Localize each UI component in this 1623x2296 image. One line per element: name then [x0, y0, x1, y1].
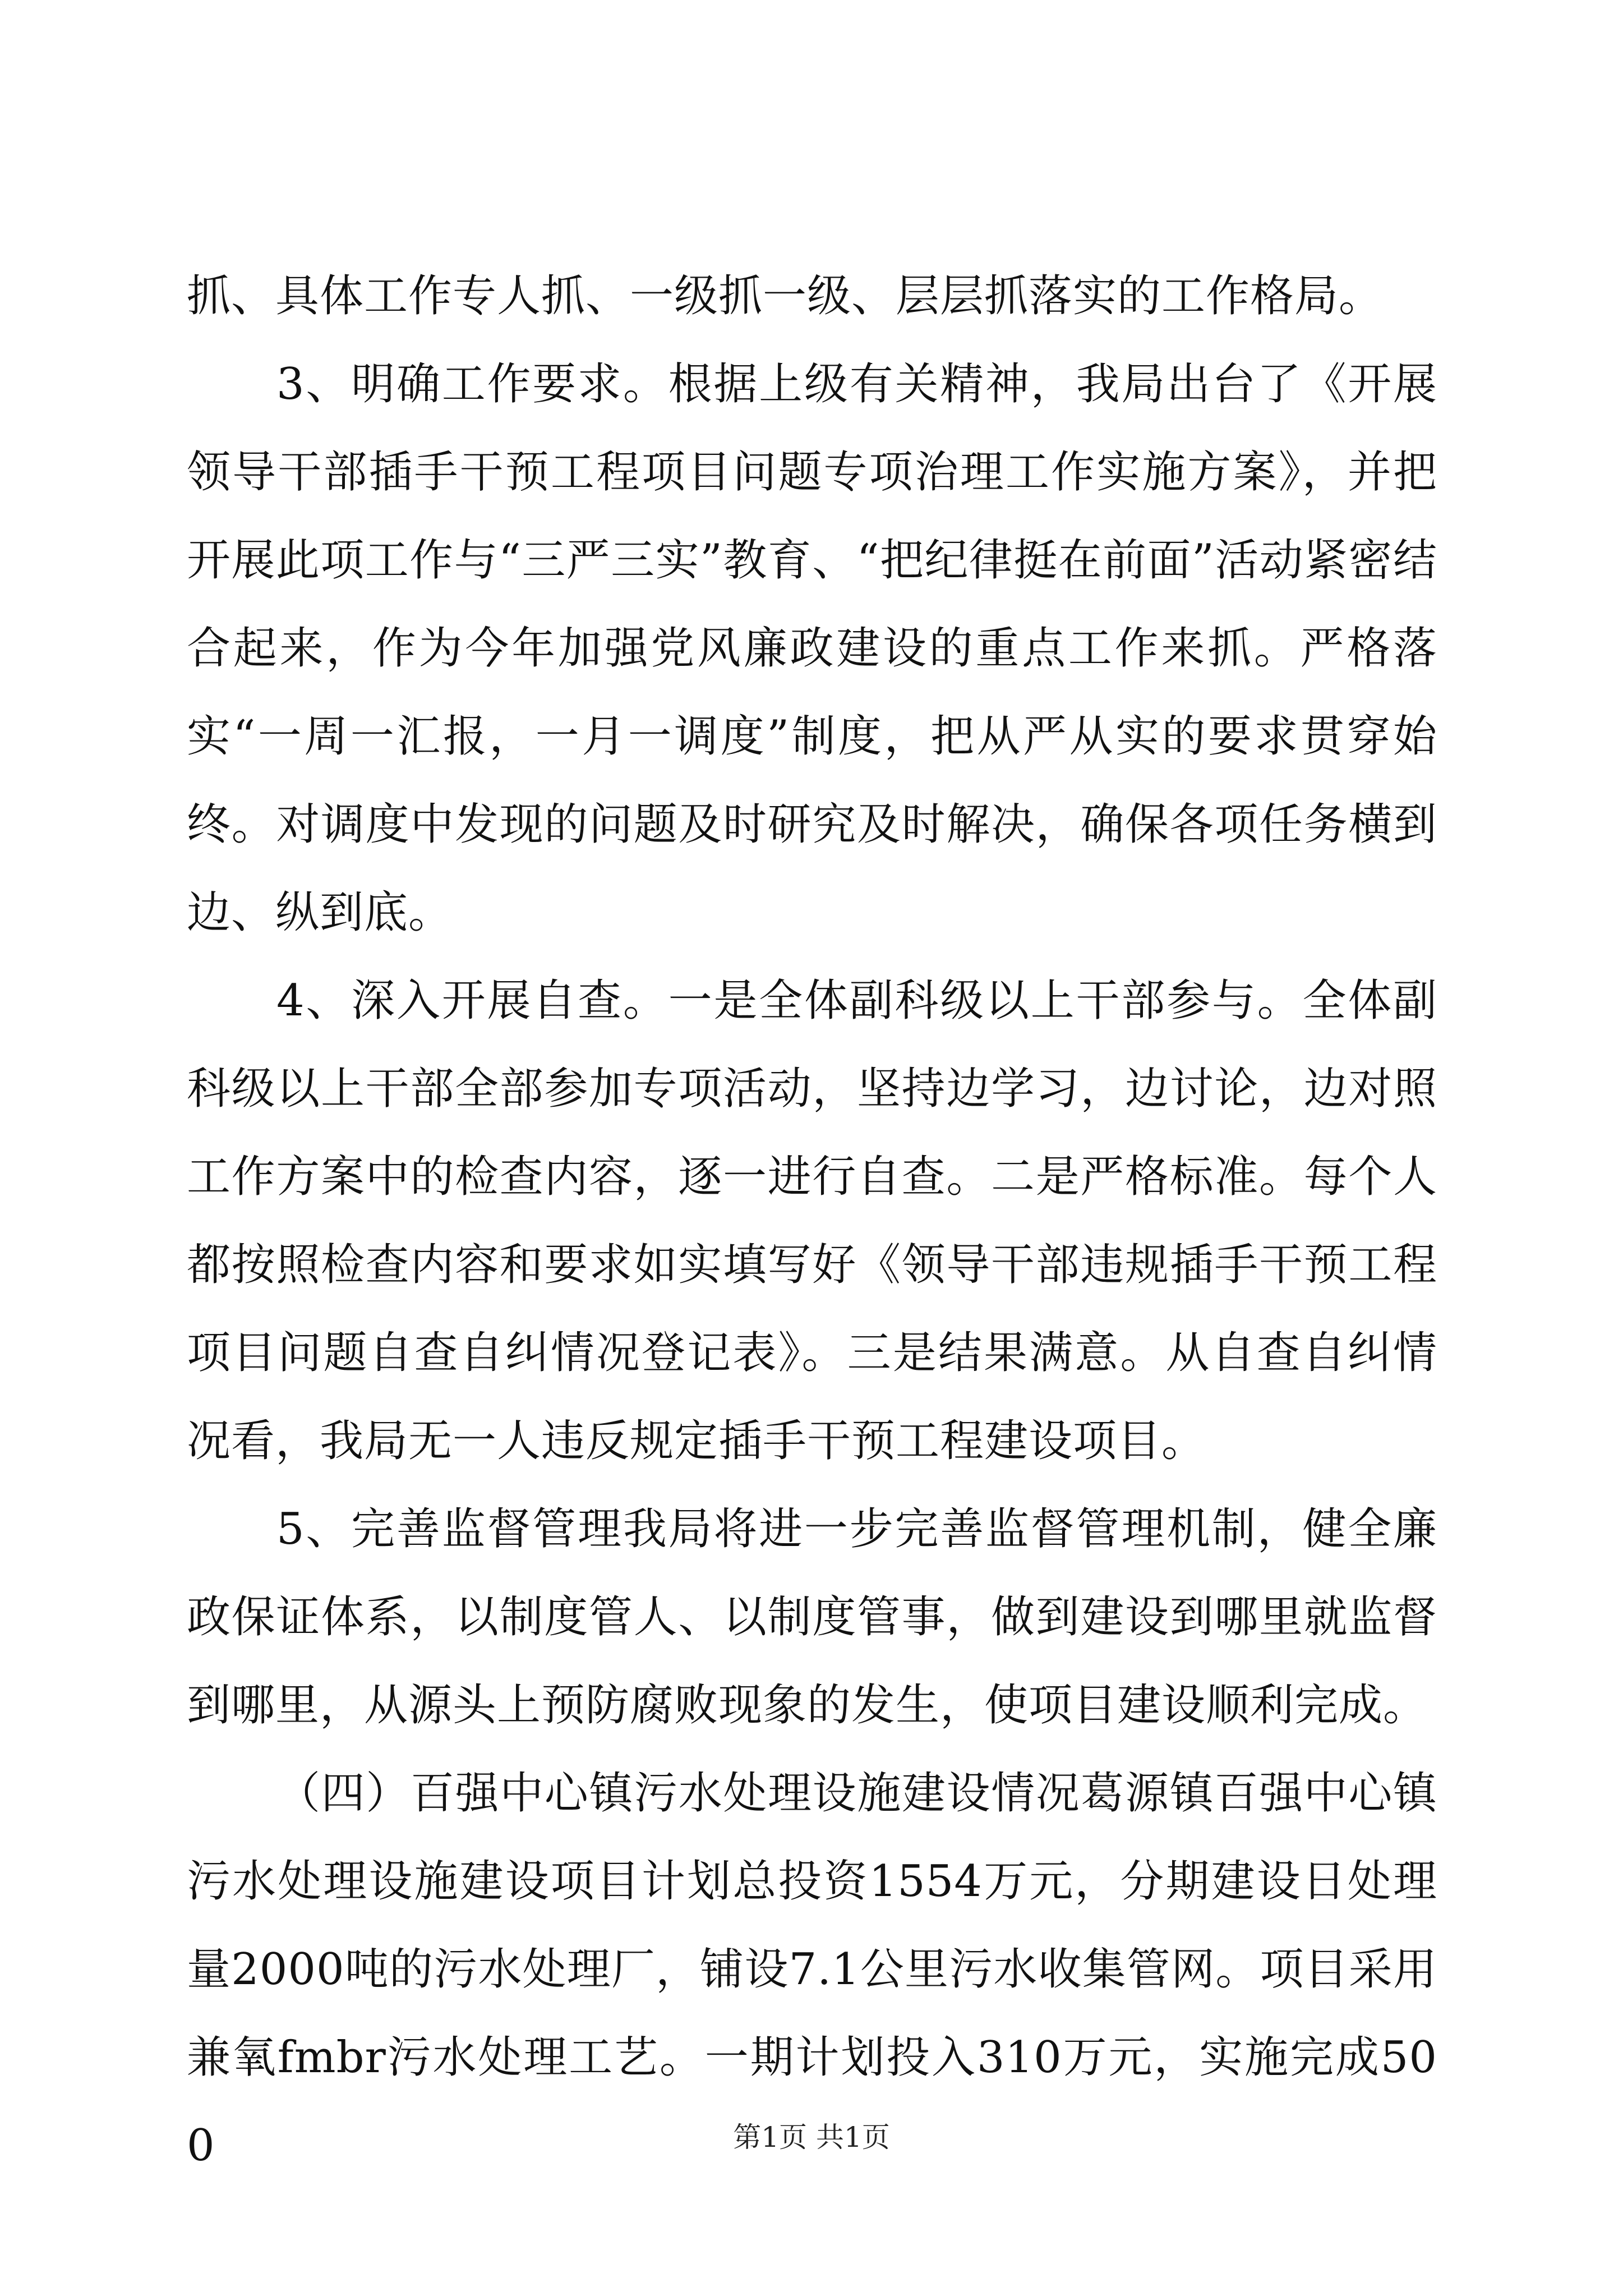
paragraph-supervision: 5、完善监督管理我局将进一步完善监督管理机制，健全廉政保证体系，以制度管人、以制度管事，做到建设到哪里就监督到哪里，从源头上预防腐败现象的发生，使项目建设顺利完成。 — [187, 1504, 1437, 1731]
paragraph-continuation: 抓、具体工作专人抓、一级抓一级、层层抓落实的工作格局。 — [187, 271, 1384, 321]
page-footer: 第1页 共1页 — [733, 2121, 890, 2154]
paragraph-work-requirements: 3、明确工作要求。根据上级有关精神，我局出台了《开展领导干部插手干预工程项目问题专项治理工作实施方案》，并把开展此项工作与“三严三实”教育、“把纪律挺在前面”活动紧密结合起来，作为今年加强党风廉政建设的重点工作来抓。严格落实“一周一汇报，一月一调度”制度，把从严从实的要求贯穿始终。对调度中发现的问题及时研究及时解决，确保各项任务横到边、纵到底。 — [187, 359, 1437, 938]
paragraph-self-inspection: 4、深入开展自查。一是全体副科级以上干部参与。全体副科级以上干部全部参加专项活动，坚持边学习，边讨论，边对照工作方案中的检查内容，逐一进行自查。二是严格标准。每个人都按照检查内容和要求如实填写好《领导干部违规插手干预工程项目问题自查自纠情况登记表》。三是结果满意。从自查自纠情况看，我局无一人违反规定插手干预工程建设项目。 — [187, 976, 1437, 1466]
paragraph-sewage-facility: （四）百强中心镇污水处理设施建设情况葛源镇百强中心镇污水处理设施建设项目计划总投资1554万元，分期建设日处理量2000吨的污水处理厂，铺设7.1公里污水收集管网。项目采用兼氧fmbr污水处理工艺。一期计划投入310万元，实施完成500 — [187, 1768, 1437, 2171]
document-body — [187, 252, 1437, 2190]
